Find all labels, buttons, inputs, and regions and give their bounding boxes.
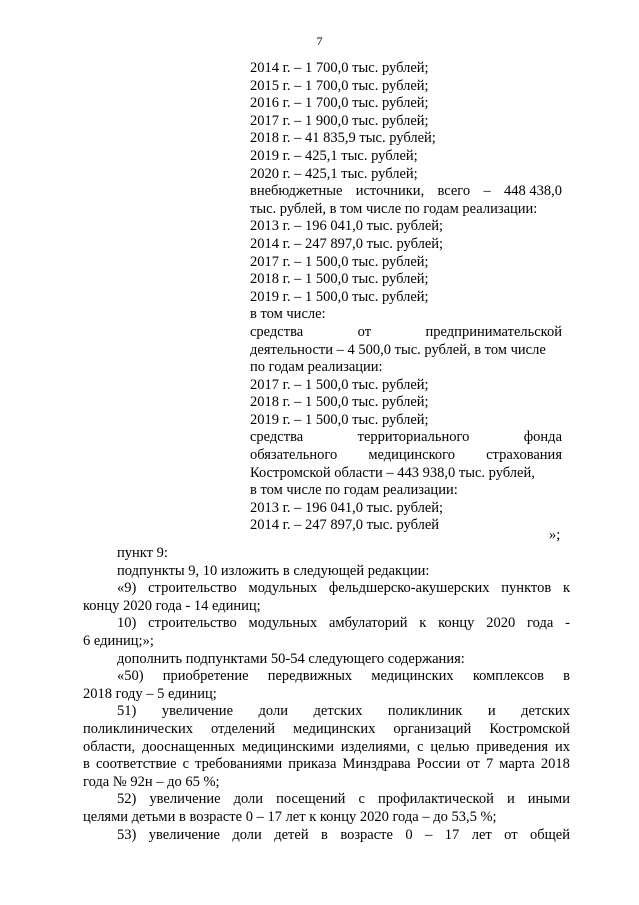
- item-52-line2: целями детьми в возрасте 0 – 17 лет к концу 2020 года – до 53,5 %;: [83, 808, 497, 825]
- oms-line3: Костромской области – 443 938,0 тыс. рублей,: [250, 464, 535, 481]
- word: организаций: [393, 720, 472, 737]
- word: 17: [444, 826, 460, 843]
- word: комплексов: [472, 668, 544, 685]
- funding-line: 2020 г. – 425,1 тыс. рублей;: [250, 165, 418, 182]
- word: модульных: [248, 580, 318, 597]
- word: страхования: [486, 447, 562, 464]
- word: фельдшерско-акушерских: [328, 580, 490, 597]
- word: медицинских: [293, 720, 376, 737]
- word: 2018: [540, 756, 570, 773]
- item-9-line2: концу 2020 года - 14 единиц;: [83, 597, 261, 614]
- word: поликлинических: [83, 720, 193, 737]
- word: увеличение: [161, 703, 234, 720]
- funding-line: 2016 г. – 1 700,0 тыс. рублей;: [250, 95, 429, 112]
- word: обязательного: [250, 447, 338, 464]
- word: от: [504, 826, 518, 843]
- business-year: 2017 г. – 1 500,0 тыс. рублей;: [250, 376, 429, 393]
- word: 0: [405, 826, 413, 843]
- word: амбулаторий: [328, 615, 408, 632]
- word: Минздрава: [342, 756, 411, 773]
- item-10-line2: 6 единиц;»;: [83, 632, 154, 649]
- word: к: [419, 615, 427, 632]
- funding-line: 2018 г. – 41 835,9 тыс. рублей;: [250, 130, 436, 147]
- item-53-line1: [83, 827, 570, 845]
- subpoints-9-10-line: подпункты 9, 10 изложить в следующей редакции:: [117, 562, 430, 579]
- word: целью: [430, 738, 470, 755]
- word: строительство: [148, 615, 237, 632]
- item-50-line2: 2018 году – 5 единиц;: [83, 685, 217, 702]
- word: возрасте: [340, 826, 393, 843]
- word: приказа: [288, 756, 337, 773]
- word: детей: [274, 826, 309, 843]
- word: медицинских: [371, 668, 454, 685]
- offbudget-line2: тыс. рублей, в том числе по годам реализации:: [250, 200, 538, 217]
- word: требованиями: [195, 756, 283, 773]
- business-line2: деятельности – 4 500,0 тыс. рублей, в том числе: [250, 341, 546, 358]
- closing-quote: »;: [549, 527, 561, 543]
- item-51-line2: [83, 721, 570, 739]
- word: от: [357, 323, 372, 340]
- word: увеличение: [149, 791, 221, 808]
- word: 53): [117, 826, 137, 843]
- oms-line2: [250, 447, 562, 465]
- offbudget-year: 2017 г. – 1 500,0 тыс. рублей;: [250, 253, 429, 270]
- item-51-line5: года № 92н – до 65 %;: [83, 773, 220, 790]
- word: общей: [530, 826, 570, 843]
- word: приведения: [476, 738, 549, 755]
- funding-column: [250, 60, 562, 535]
- add-subpoints-line: дополнить подпунктами 50-54 следующего содержания:: [117, 650, 465, 667]
- word: внебюджетные: [250, 183, 343, 200]
- main-text: [83, 545, 570, 844]
- word: медицинского: [368, 447, 455, 464]
- word: детских: [313, 703, 363, 720]
- word: и: [487, 703, 496, 720]
- word: пунктов: [501, 580, 552, 597]
- item-51-line1: [83, 703, 570, 721]
- oms-year: 2013 г. – 196 041,0 тыс. рублей;: [250, 499, 444, 516]
- word: территориального: [357, 429, 470, 446]
- word: к: [562, 580, 570, 597]
- funding-line: 2019 г. – 425,1 тыс. рублей;: [250, 147, 418, 164]
- word-pair: [504, 183, 562, 201]
- business-line3: по годам реализации:: [250, 359, 383, 376]
- item-51-line3: [83, 739, 570, 757]
- item-52-line1: [83, 791, 570, 809]
- word: концу: [438, 615, 475, 632]
- word: Костромской: [489, 720, 570, 737]
- word: 2020: [486, 615, 516, 632]
- word: всего: [437, 183, 471, 200]
- offbudget-including: в том числе:: [250, 306, 326, 323]
- word: доли: [233, 791, 264, 808]
- word: «50): [117, 668, 144, 685]
- word: профилактической: [377, 791, 494, 808]
- word: медицинскими: [241, 738, 334, 755]
- funding-years-list: [250, 60, 562, 183]
- item-10-line1: [83, 615, 570, 633]
- offbudget-year: 2013 г. – 196 041,0 тыс. рублей;: [250, 218, 444, 235]
- word: в: [563, 668, 570, 685]
- word: лет: [471, 826, 492, 843]
- business-heading: [250, 324, 562, 342]
- word: их: [554, 738, 570, 755]
- business-year: 2019 г. – 1 500,0 тыс. рублей;: [250, 411, 429, 428]
- word: средства: [250, 323, 304, 340]
- word: отделений: [211, 720, 275, 737]
- word: с: [358, 791, 365, 808]
- page-number: 7: [316, 34, 323, 48]
- offbudget-year: 2019 г. – 1 500,0 тыс. рублей;: [250, 288, 429, 305]
- word: модульных: [248, 615, 318, 632]
- word: иными: [527, 791, 570, 808]
- offbudget-year: 2014 г. – 247 897,0 тыс. рублей;: [250, 235, 444, 252]
- word: 52): [117, 791, 137, 808]
- word: 448: [504, 183, 526, 200]
- word: в: [83, 756, 90, 773]
- word: соответствие: [95, 756, 177, 773]
- word: источники,: [355, 183, 425, 200]
- word: России: [416, 756, 461, 773]
- word: 7: [485, 756, 494, 773]
- word: области,: [83, 738, 136, 755]
- funding-line: 2014 г. – 1 700,0 тыс. рублей;: [250, 60, 429, 76]
- word: детских: [521, 703, 570, 720]
- word: фонда: [523, 429, 562, 446]
- word: средства: [250, 429, 304, 446]
- item-51-line4: [83, 756, 570, 774]
- word: –: [425, 826, 433, 843]
- word: приобретение: [162, 668, 249, 685]
- word: доли: [232, 826, 262, 843]
- item-50-line1: [83, 668, 570, 686]
- word: увеличение: [148, 826, 220, 843]
- word: от: [466, 756, 480, 773]
- word: дооснащенных: [142, 738, 236, 755]
- word: «9): [117, 580, 137, 597]
- word: предпринимательской: [425, 323, 562, 340]
- word: поликлиник: [387, 703, 463, 720]
- punkt-9-line: пункт 9:: [117, 545, 168, 561]
- funding-line: 2015 г. – 1 700,0 тыс. рублей;: [250, 77, 429, 94]
- word: и: [506, 791, 515, 808]
- word: с: [417, 738, 424, 755]
- word: строительство: [148, 580, 237, 597]
- word: с: [182, 756, 190, 773]
- oms-year: 2014 г. – 247 897,0 тыс. рублей: [250, 517, 440, 534]
- oms-line4: в том числе по годам реализации:: [250, 482, 458, 499]
- word: -: [565, 615, 570, 632]
- word: изделиями,: [340, 738, 411, 755]
- offbudget-year: 2018 г. – 1 500,0 тыс. рублей;: [250, 271, 429, 288]
- word: в: [321, 826, 328, 843]
- word: доли: [258, 703, 288, 720]
- oms-heading: [250, 429, 562, 447]
- word: передвижных: [267, 668, 353, 685]
- business-year: 2018 г. – 1 500,0 тыс. рублей;: [250, 394, 429, 411]
- funding-line: 2017 г. – 1 900,0 тыс. рублей;: [250, 112, 429, 129]
- item-9-line1: [83, 580, 570, 598]
- offbudget-heading: [250, 183, 562, 201]
- word: марта: [499, 756, 535, 773]
- word: года: [527, 615, 554, 632]
- word: 438,0: [529, 183, 562, 200]
- word: 51): [117, 703, 137, 720]
- word: 10): [117, 615, 137, 632]
- word: посещений: [276, 791, 346, 808]
- word: –: [483, 183, 491, 200]
